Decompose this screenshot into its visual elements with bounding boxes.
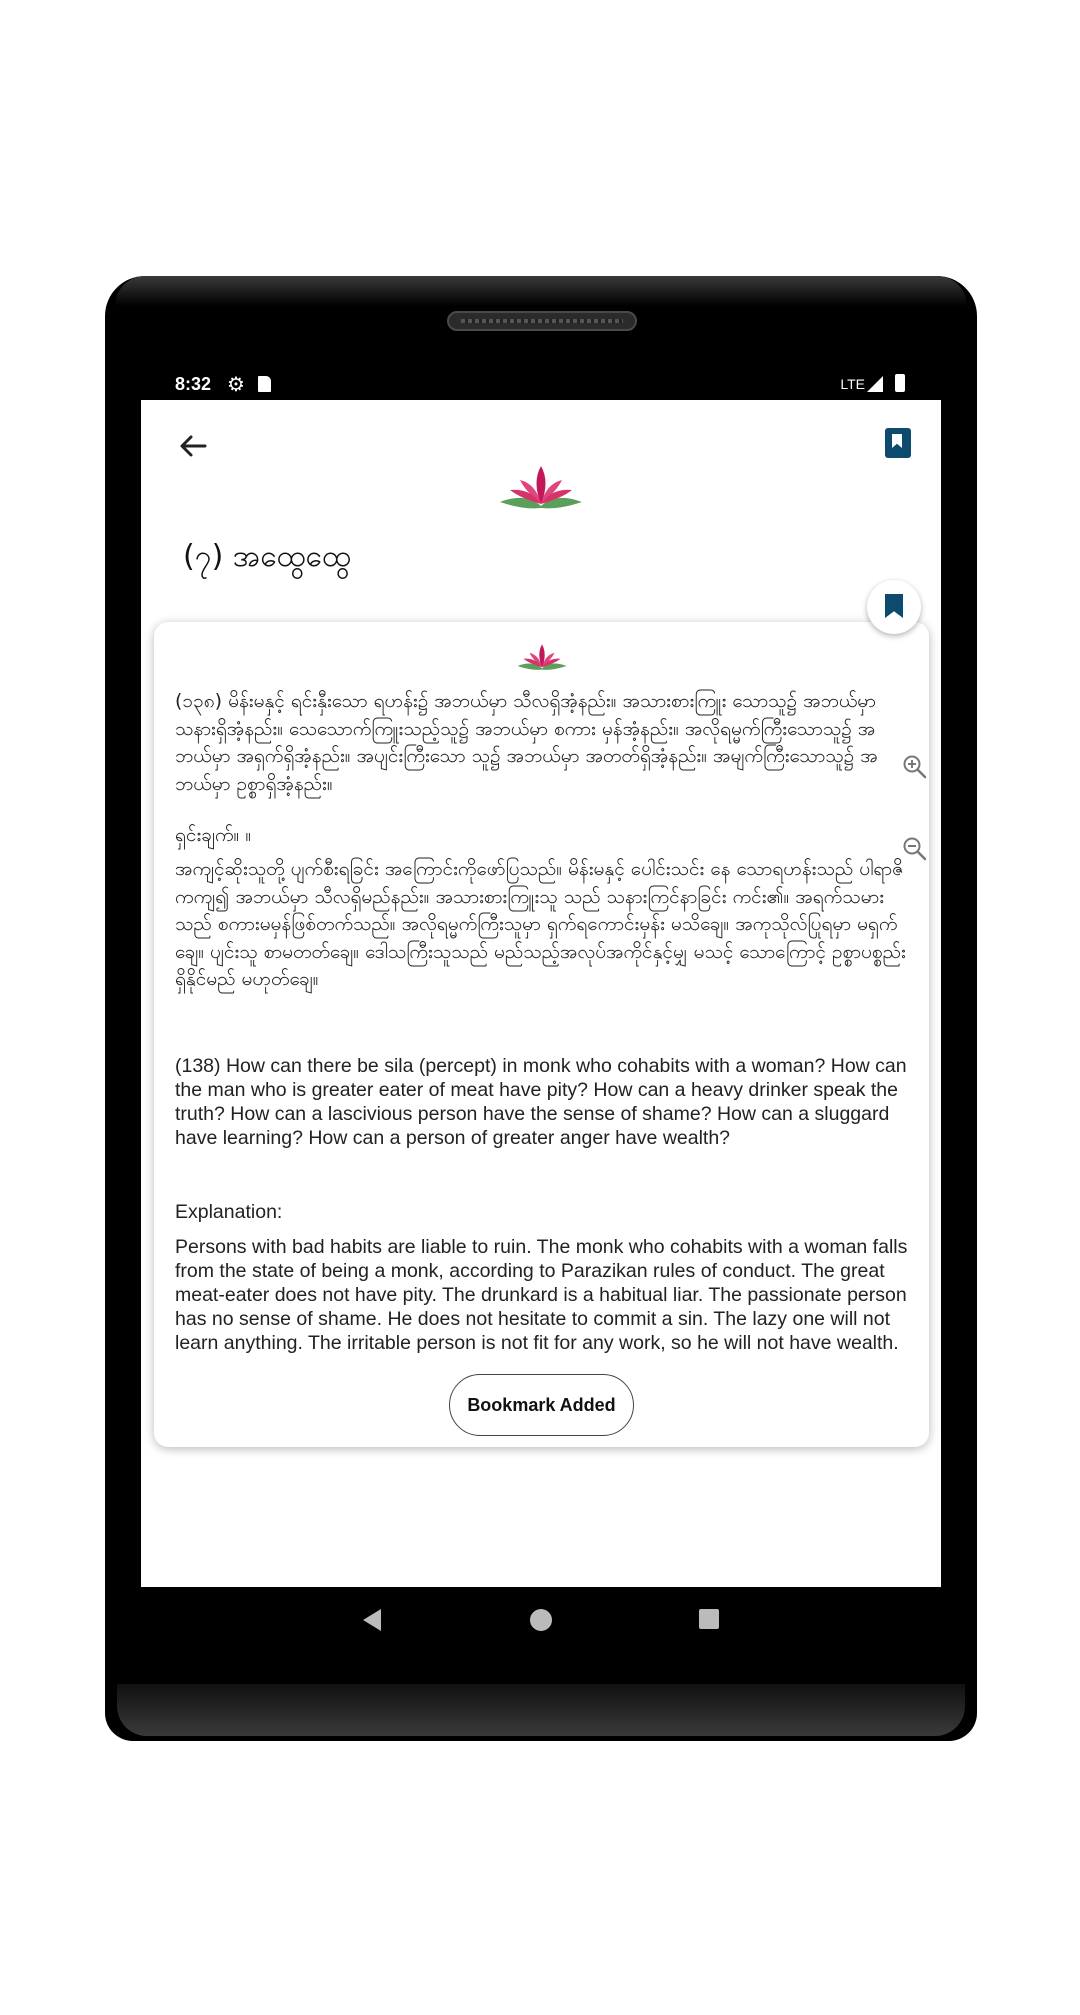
settings-gear-icon: ⚙ bbox=[227, 374, 245, 396]
nav-recent-apps-icon[interactable] bbox=[699, 1609, 719, 1629]
earpiece-speaker bbox=[447, 311, 637, 331]
status-time: 8:32 bbox=[175, 374, 212, 394]
lotus-ornament-icon bbox=[514, 642, 570, 672]
explanation-burmese: အကျင့်ဆိုးသူတို့ ပျက်စီးရခြင်း အကြောင်းကိုဖော်ပြသည်။ မိန်းမနှင့် ပေါင်းသင်း နေ သောရဟန်းသည် ပါရာဇိကကျ၍ အဘယ်မှာ သီလရှိမည်နည်း။ အသားစားကြူးသူ သည် သနားကြင်နာခြင်း ကင်း၏။ အရက်သမားသည် စကားမမှန်ဖြစ်တက်သည်။ အလိုရမ္မက်ကြီးသူမှာ ရှက်ရကောင်းမှန်း မသိချေ။ အကုသိုလ်ပြုရမှာ မရှက်ချေ။ ပျင်းသူ စာမတတ်ချေ။ ဒေါသကြီးသူသည် မည်သည့်အလုပ်အကိုင်နှင့်မျှ မသင့် သောကြောင့် ဥစ္စာပစ္စည်းရှိနိုင်မည် မဟုတ်ချေ။ bbox=[175, 858, 906, 990]
battery-icon bbox=[895, 374, 905, 392]
bookmark-toast: Bookmark Added bbox=[449, 1374, 634, 1436]
verse-burmese: (၁၃၈) မိန်းမနှင့် ရင်းနှီးသော ရဟန်း၌ အဘယ်မှာ သီလရှိအံ့နည်း။ အသားစားကြူး သောသူ၌ အဘယ်မှာ သနားရှိအံ့နည်း။ သေသောက်ကြူးသည့်သူ၌ အဘယ်မှာ စကား မှန်အံ့နည်း။ အလိုရမ္မက်ကြီးသောသူ၌ အဘယ်မှာ အရှက်ရှိအံ့နည်း။ အပျင်းကြီးသော သူ၌ အဘယ်မှာ အတတ်ရှိအံ့နည်း။ အမျက်ကြီးသောသူ၌ အဘယ်မှာ ဥစ္စာရှိအံ့နည်း။ bbox=[175, 690, 878, 795]
explanation-label: Explanation: bbox=[175, 1201, 283, 1223]
nav-home-icon[interactable] bbox=[530, 1609, 552, 1631]
verse-english: (138) How can there be sila (percept) in monk who cohabits with a woman? How can the man who is greater eater of meat have pity? How can a heavy drinker speak the truth? How can a lascivious person have the sense of shame? How can a sluggard have learning? How can a person of greater anger have wealth? bbox=[175, 1055, 907, 1149]
bookmark-button[interactable] bbox=[867, 580, 921, 634]
signal-icon bbox=[867, 376, 883, 392]
back-arrow-icon[interactable] bbox=[171, 424, 215, 468]
device-bottom-edge bbox=[117, 1684, 965, 1736]
chapter-title: (၇) အထွေထွေ bbox=[183, 539, 351, 574]
zoom-in-icon[interactable] bbox=[902, 754, 928, 780]
summary-label: ရှင်းချက်။ ။ bbox=[175, 824, 252, 846]
status-bar bbox=[141, 368, 941, 400]
verse-card bbox=[154, 622, 929, 1447]
network-type: LTE bbox=[840, 376, 865, 392]
nav-back-icon[interactable] bbox=[363, 1609, 381, 1631]
lotus-logo-icon bbox=[496, 462, 586, 512]
system-nav-bar bbox=[141, 1587, 941, 1651]
app-screen bbox=[141, 400, 941, 1587]
sd-card-icon bbox=[258, 376, 271, 392]
bookmarks-book-icon[interactable] bbox=[885, 428, 911, 458]
explanation-english: Persons with bad habits are liable to ruin. The monk who cohabits with a woman falls from the state of being a monk, according to Parazikan rules of conduct. The great meat-eater does not have pity. The drunkard is a habitual liar. The passionate person has no sense of shame. He does not hesitate to commit a sin. The lazy one will not learn anything. The irritable person is not fit for any work, so he will not have wealth. bbox=[175, 1236, 908, 1354]
device-top-edge bbox=[115, 276, 967, 306]
zoom-out-icon[interactable] bbox=[902, 836, 928, 862]
